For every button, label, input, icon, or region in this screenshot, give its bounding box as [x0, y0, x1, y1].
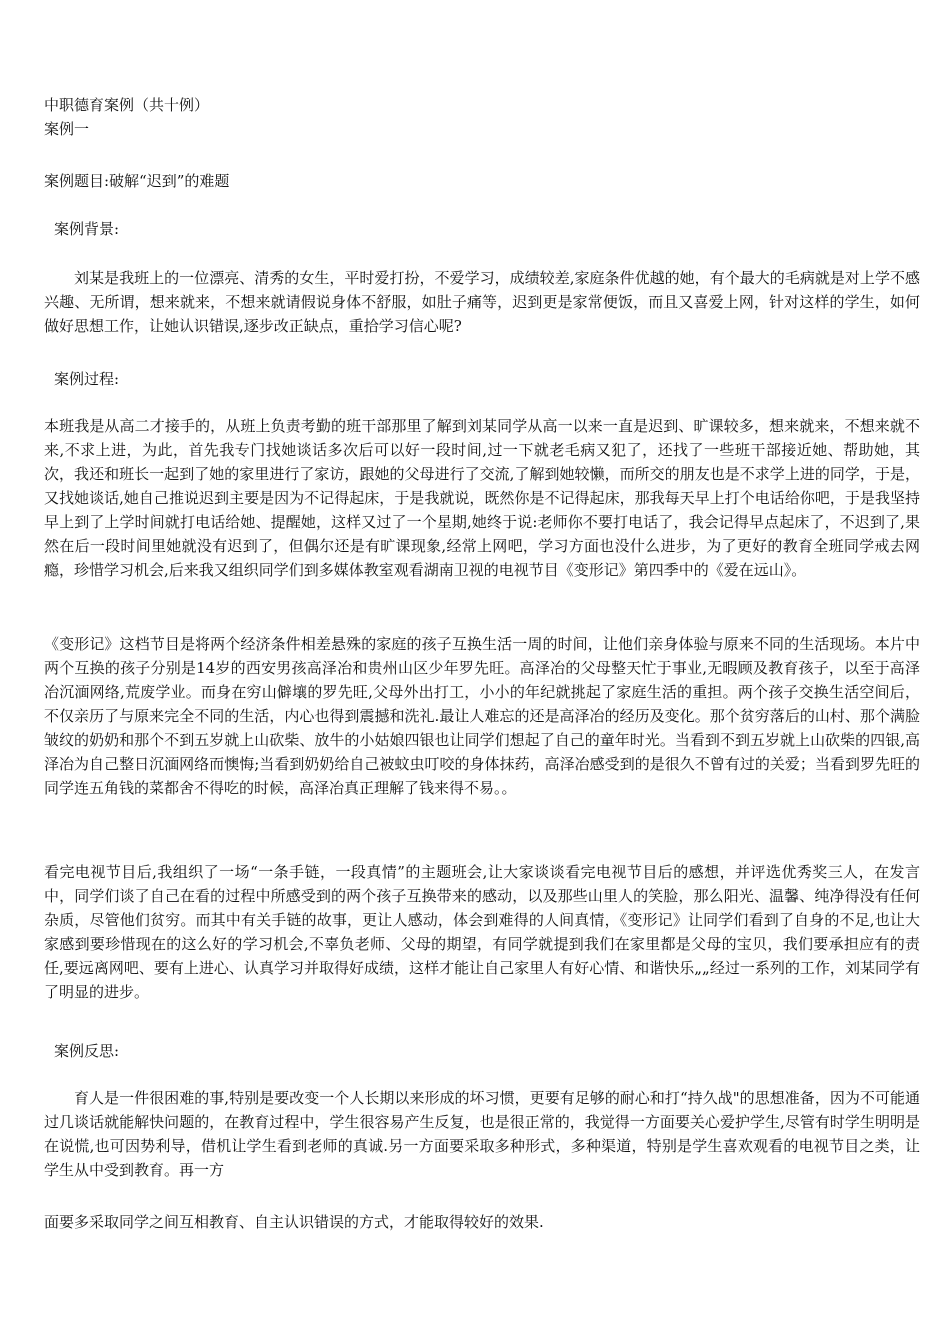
process-paragraph: 本班我是从高二才接手的，从班上负责考勤的班干部那里了解到刘某同学从高一以来一直是迟到、旷课较多，想来就来，不想来就不来,不求上进，为此，首先我专门找她谈话多次后可以好一段时间,过一下就老毛病又犯了，还找了一些班干部接近她、帮助她，其次，我还和班长一起到了她的家里进行了家访，跟她的父母进行了交流,了解到她较懒，而所交的朋友也是不求学上进的同学，于是，又找她谈话,她自己推说迟到主要是因为不记得起床，于是我就说，既然你是不记得起床，那我每天早上打个电话给你吧，于是我坚持早上到了上学时间就打电话给她、提醒她，这样又过了一个星期,她终于说:老师你不要打电话了，我会记得早点起床了，不迟到了,果然在后一段时间里她就没有迟到了，但偶尔还是有旷课现象,经常上网吧，学习方面也没什么进步，为了更好的教育全班同学戒去网瘾，珍惜学习机会,后来我又组织同学们到多媒体教室观看湖南卫视的电视节目《变形记》第四季中的《爱在远山》。 — [44, 417, 920, 579]
case-topic: 案例题目:破解“迟到”的难题 — [44, 172, 230, 190]
reflection-heading: 案例反思: — [54, 1042, 120, 1060]
document-title: 中职德育案例（共十例） — [44, 96, 210, 114]
process-paragraph: 《变形记》这档节目是将两个经济条件相差悬殊的家庭的孩子互换生活一周的时间，让他们亲身体验与原来不同的生活现场。本片中两个互换的孩子分别是14岁的西安男孩高泽冶和贵州山区少年罗先旺。高泽冶的父母整天忙于事业,无暇顾及教育孩子，以至于高泽冶沉湎网络,荒废学业。而身在穷山僻壤的罗先旺,父母外出打工，小小的年纪就挑起了家庭生活的重担。两个孩子交换生活空间后，不仅亲历了与原来完全不同的生活，内心也得到震撼和洗礼.最让人难忘的还是高泽冶的经历及变化。那个贫穷落后的山村、那个满脸皱纹的奶奶和那个不到五岁就上山砍柴、放牛的小姑娘四银也让同学们想起了自己的童年时光。当看到不到五岁就上山砍柴的四银,高泽冶为自己整日沉湎网络而懊悔;当看到奶奶给自己被蚊虫叮咬的身体抹药，高泽冶感受到的是很久不曾有过的关爱；当看到罗先旺的同学连五角钱的菜都舍不得吃的时候，高泽冶真正理解了钱来得不易。。 — [44, 635, 920, 797]
background-paragraph: 刘某是我班上的一位漂亮、清秀的女生，平时爱打扮，不爱学习，成绩较差,家庭条件优越的她，有个最大的毛病就是对上学不感兴趣、无所谓，想来就来，不想来就请假说身体不舒服，如肚子痛等，迟到更是家常便饭，而且又喜爱上网，针对这样的学生，如何做好思想工作，让她认识错误,逐步改正缺点，重拾学习信心呢? — [44, 269, 920, 335]
reflection-paragraph: 面要多采取同学之间互相教育、自主认识错误的方式，才能取得较好的效果. — [44, 1213, 544, 1231]
case-number: 案例一 — [44, 120, 90, 138]
reflection-paragraph: 育人是一件很困难的事,特别是要改变一个人长期以来形成的坏习惯，更要有足够的耐心和打“持久战"的思想准备，因为不可能通过几谈话就能解快问题的，在教育过程中，学生很容易产生反复，也是很正常的，我觉得一方面要关心爱护学生,尽管有时学生明明是在说慌,也可因势利导，借机让学生看到老师的真诚.另一方面要采取多种形式，多种渠道，特别是学生喜欢观看的电视节目之类，让学生从中受到教育。再一方 — [44, 1089, 920, 1179]
background-heading: 案例背景: — [54, 220, 120, 238]
process-paragraph: 看完电视节目后,我组织了一场“一条手链，一段真情”的主题班会,让大家谈谈看完电视节目后的感想，并评选优秀奖三人，在发言中，同学们谈了自己在看的过程中所感受到的两个孩子互换带来的感动，以及那些山里人的笑脸，那么阳光、温馨、纯净得没有任何杂质，尽管他们贫穷。而其中有关手链的故事，更让人感动，体会到难得的人间真情，《变形记》让同学们看到了自身的不足,也让大家感到要珍惜现在的这么好的学习机会,不辜负老师、父母的期望，有同学就提到我们在家里都是父母的宝贝，我们要承担应有的责任,要远离网吧、要有上进心、认真学习并取得好成绩，这样才能让自己家里人有好心情、和谐快乐„„经过一系列的工作，刘某同学有了明显的进步。 — [44, 863, 920, 1001]
process-heading: 案例过程: — [54, 370, 120, 388]
